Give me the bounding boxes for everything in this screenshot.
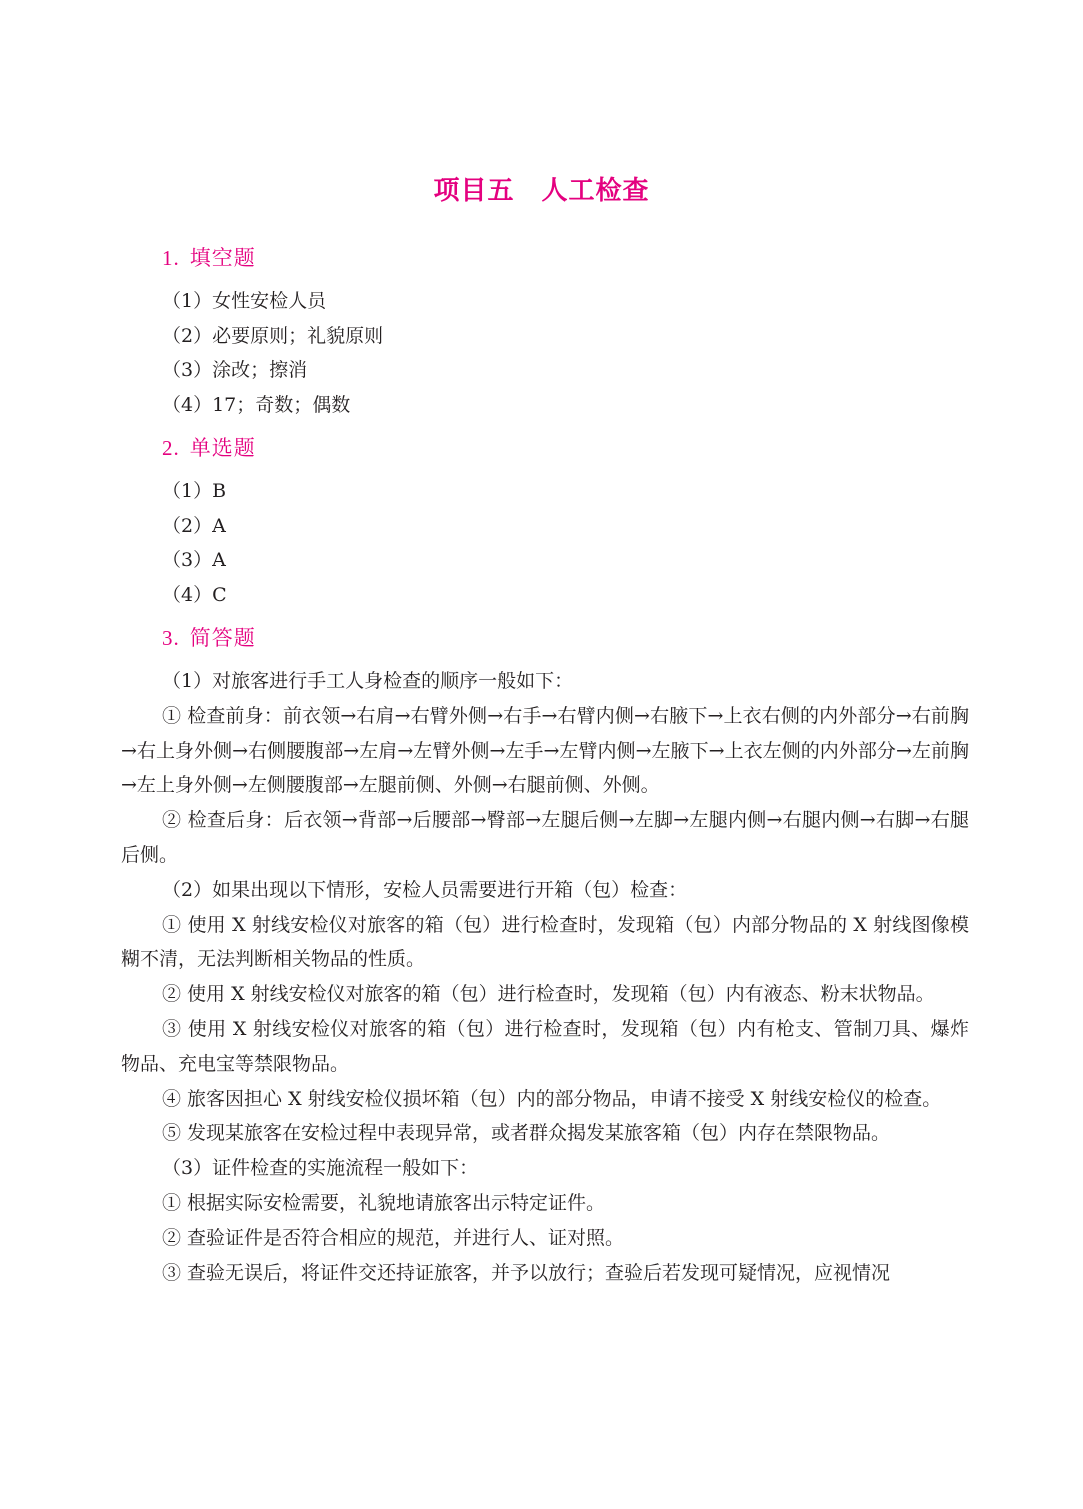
answer-item: （1）B bbox=[162, 480, 227, 502]
answer-paragraph: （1）对旅客进行手工人身检查的顺序一般如下： bbox=[162, 670, 574, 692]
section-number: 1. bbox=[162, 246, 180, 270]
answer-paragraph: ① 检查前身：前衣领→右肩→右臂外侧→右手→右臂内侧→右腋下→上衣右侧的内外部分→右前胸→右上身外侧→右侧腰腹部→左肩→左臂外侧→左手→左臂内侧→左腋下→上衣左侧的内外部分→左前胸→左上身外侧→左侧腰腹部→左腿前侧、外侧→右腿前侧、外侧。 bbox=[121, 704, 969, 797]
answer-paragraph: ⑤ 发现某旅客在安检过程中表现异常，或者群众揭发某旅客箱（包）内存在禁限物品。 bbox=[162, 1122, 891, 1145]
answer-paragraph: ② 使用 X 射线安检仪对旅客的箱（包）进行检查时，发现箱（包）内有液态、粉末状物品。 bbox=[162, 983, 935, 1006]
answer-paragraph: （2）如果出现以下情形，安检人员需要进行开箱（包）检查： bbox=[162, 878, 688, 901]
answer-item: （4）17；奇数；偶数 bbox=[162, 393, 351, 416]
answer-paragraph: ① 根据实际安检需要，礼貌地请旅客出示特定证件。 bbox=[162, 1191, 606, 1214]
answer-paragraph: ③ 查验无误后，将证件交还持证旅客，并予以放行；查验后若发现可疑情况，应视情况 bbox=[162, 1261, 891, 1284]
section-number: 2. bbox=[162, 436, 180, 460]
answer-item: （4）C bbox=[162, 583, 227, 606]
answer-paragraph: （3）证件检查的实施流程一般如下： bbox=[162, 1157, 479, 1180]
short-answer-body bbox=[121, 664, 969, 1290]
single-choice-answers bbox=[121, 474, 969, 612]
answer-paragraph: ② 查验证件是否符合相应的规范，并进行人、证对照。 bbox=[162, 1226, 625, 1249]
answer-item: （3）A bbox=[162, 549, 226, 571]
answer-item: （1）女性安检人员 bbox=[162, 290, 327, 312]
answer-paragraph: ① 使用 X 射线安检仪对旅客的箱（包）进行检查时，发现箱（包）内部分物品的 X 射线图像模糊不清，无法判断相关物品的性质。 bbox=[121, 913, 969, 971]
section-heading-fill-blank bbox=[162, 240, 969, 276]
fill-blank-answers bbox=[121, 284, 969, 422]
answer-item: （3）涂改；擦消 bbox=[162, 359, 308, 381]
answer-paragraph: ③ 使用 X 射线安检仪对旅客的箱（包）进行检查时，发现箱（包）内有枪支、管制刀具、爆炸物品、充电宝等禁限物品。 bbox=[121, 1017, 969, 1075]
answer-content bbox=[121, 240, 969, 1298]
section-title: 填空题 bbox=[189, 246, 256, 270]
section-heading-short-answer bbox=[162, 620, 969, 656]
answer-paragraph: ④ 旅客因担心 X 射线安检仪损坏箱（包）内的部分物品，申请不接受 X 射线安检仪的检查。 bbox=[162, 1087, 942, 1110]
section-heading-single-choice bbox=[162, 430, 969, 466]
section-title: 简答题 bbox=[189, 626, 256, 650]
answer-item: （2）A bbox=[162, 514, 226, 537]
answer-item: （2）必要原则；礼貌原则 bbox=[162, 324, 384, 347]
page-title: 项目五 人工检查 bbox=[433, 176, 650, 206]
section-title: 单选题 bbox=[189, 436, 256, 460]
section-number: 3. bbox=[162, 626, 180, 650]
answer-paragraph: ② 检查后身：后衣领→背部→后腰部→臀部→左腿后侧→左脚→左腿内侧→右腿内侧→右脚→右腿后侧。 bbox=[121, 809, 969, 866]
